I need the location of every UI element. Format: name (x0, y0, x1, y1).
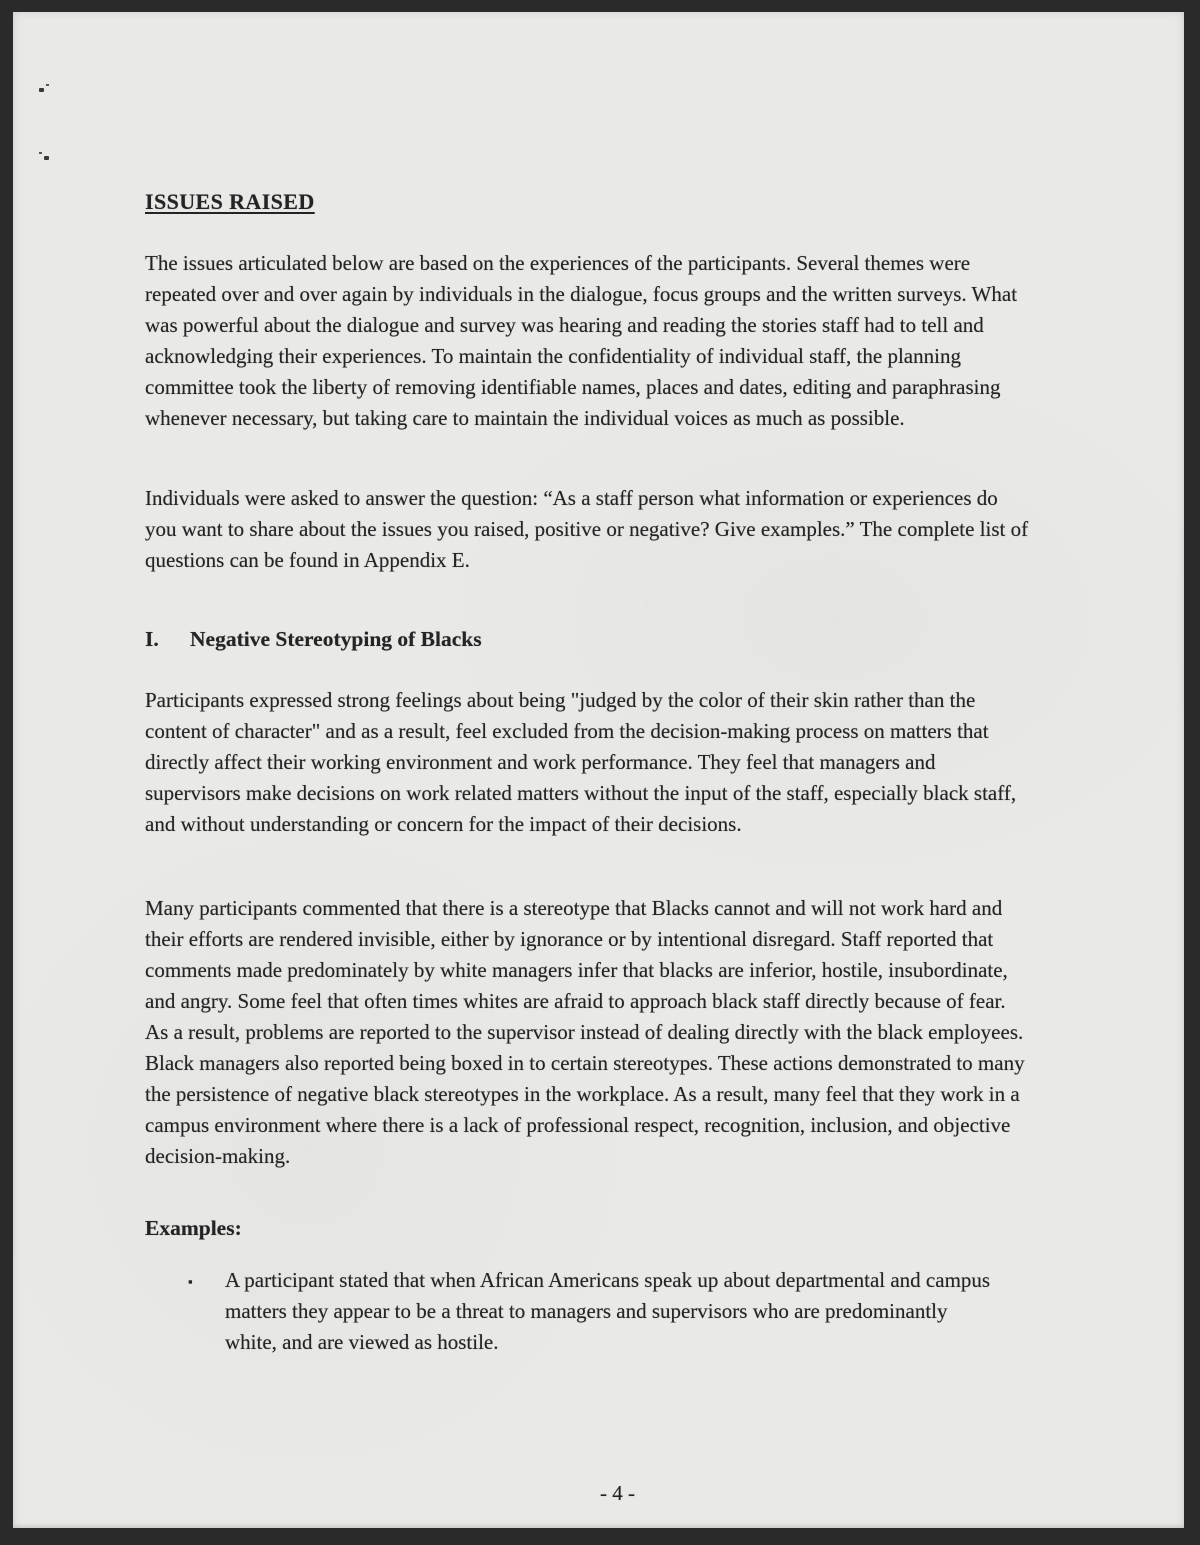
page-number: - 4 - (600, 1481, 635, 1505)
section-heading-text: Negative Stereotyping of Blacks (190, 627, 482, 651)
list-item-text: A participant stated that when African Americans speak up about departmental and campus matters they appear to be a threat to managers and supervisors who are predominantly white, and are viewed as hostile. (225, 1268, 991, 1354)
examples-label: Examples: (145, 1216, 242, 1240)
section-heading (145, 624, 1030, 655)
section-paragraph-1: Participants expressed strong feelings about being "judged by the color of their skin rather than the content of character" and as a result, feel excluded from the decision-making process on matters that directly affect their working environment and work performance. They feel that managers and supervisors make decisions on work related matters without the input of the staff, especially black staff, and without understanding or concern for the impact of their decisions. (145, 688, 1017, 836)
document-paper (13, 12, 1184, 1528)
square-bullet-icon: ▪ (188, 1274, 193, 1289)
intro-paragraph-2: Individuals were asked to answer the question: “As a staff person what information or experiences do you want to share about the issues you raised, positive or negative? Give examples.” The complete list of questions can be found in Appendix E. (145, 486, 1029, 572)
section-paragraph-2: Many participants commented that there is a stereotype that Blacks cannot and will not work hard and their efforts are rendered invisible, either by ignorance or by intentional disregard. Staff reported that comments made predominately by white managers infer that blacks are inferior, hostile, insubordinate, and angry. Some feel that often times whites are afraid to approach black staff directly because of fear. As a result, problems are reported to the supervisor instead of dealing directly with the black employees. Black managers also reported being boxed in to certain stereotypes. These actions demonstrated to many the persistence of negative black stereotypes in the workplace. As a result, many feel that they work in a campus environment where there is a lack of professional respect, recognition, inclusion, and objective decision-making. (145, 896, 1025, 1168)
scan-speck (39, 88, 44, 92)
page-title: ISSUES RAISED (145, 189, 315, 214)
intro-paragraph-1: The issues articulated below are based on the experiences of the participants. Several themes were repeated over and over again by individuals in the dialogue, focus groups and the written surveys. What was powerful about the dialogue and survey was hearing and reading the stories staff had to tell and acknowledging their experiences. To maintain the confidentiality of individual staff, the planning committee took the liberty of removing identifiable names, places and dates, editing and paraphrasing whenever necessary, but taking care to maintain the individual voices as much as possible. (145, 251, 1018, 430)
list-item (188, 1265, 998, 1358)
page-content (145, 12, 1030, 1528)
section-numeral: I. (145, 627, 159, 651)
scan-speck (44, 156, 49, 160)
